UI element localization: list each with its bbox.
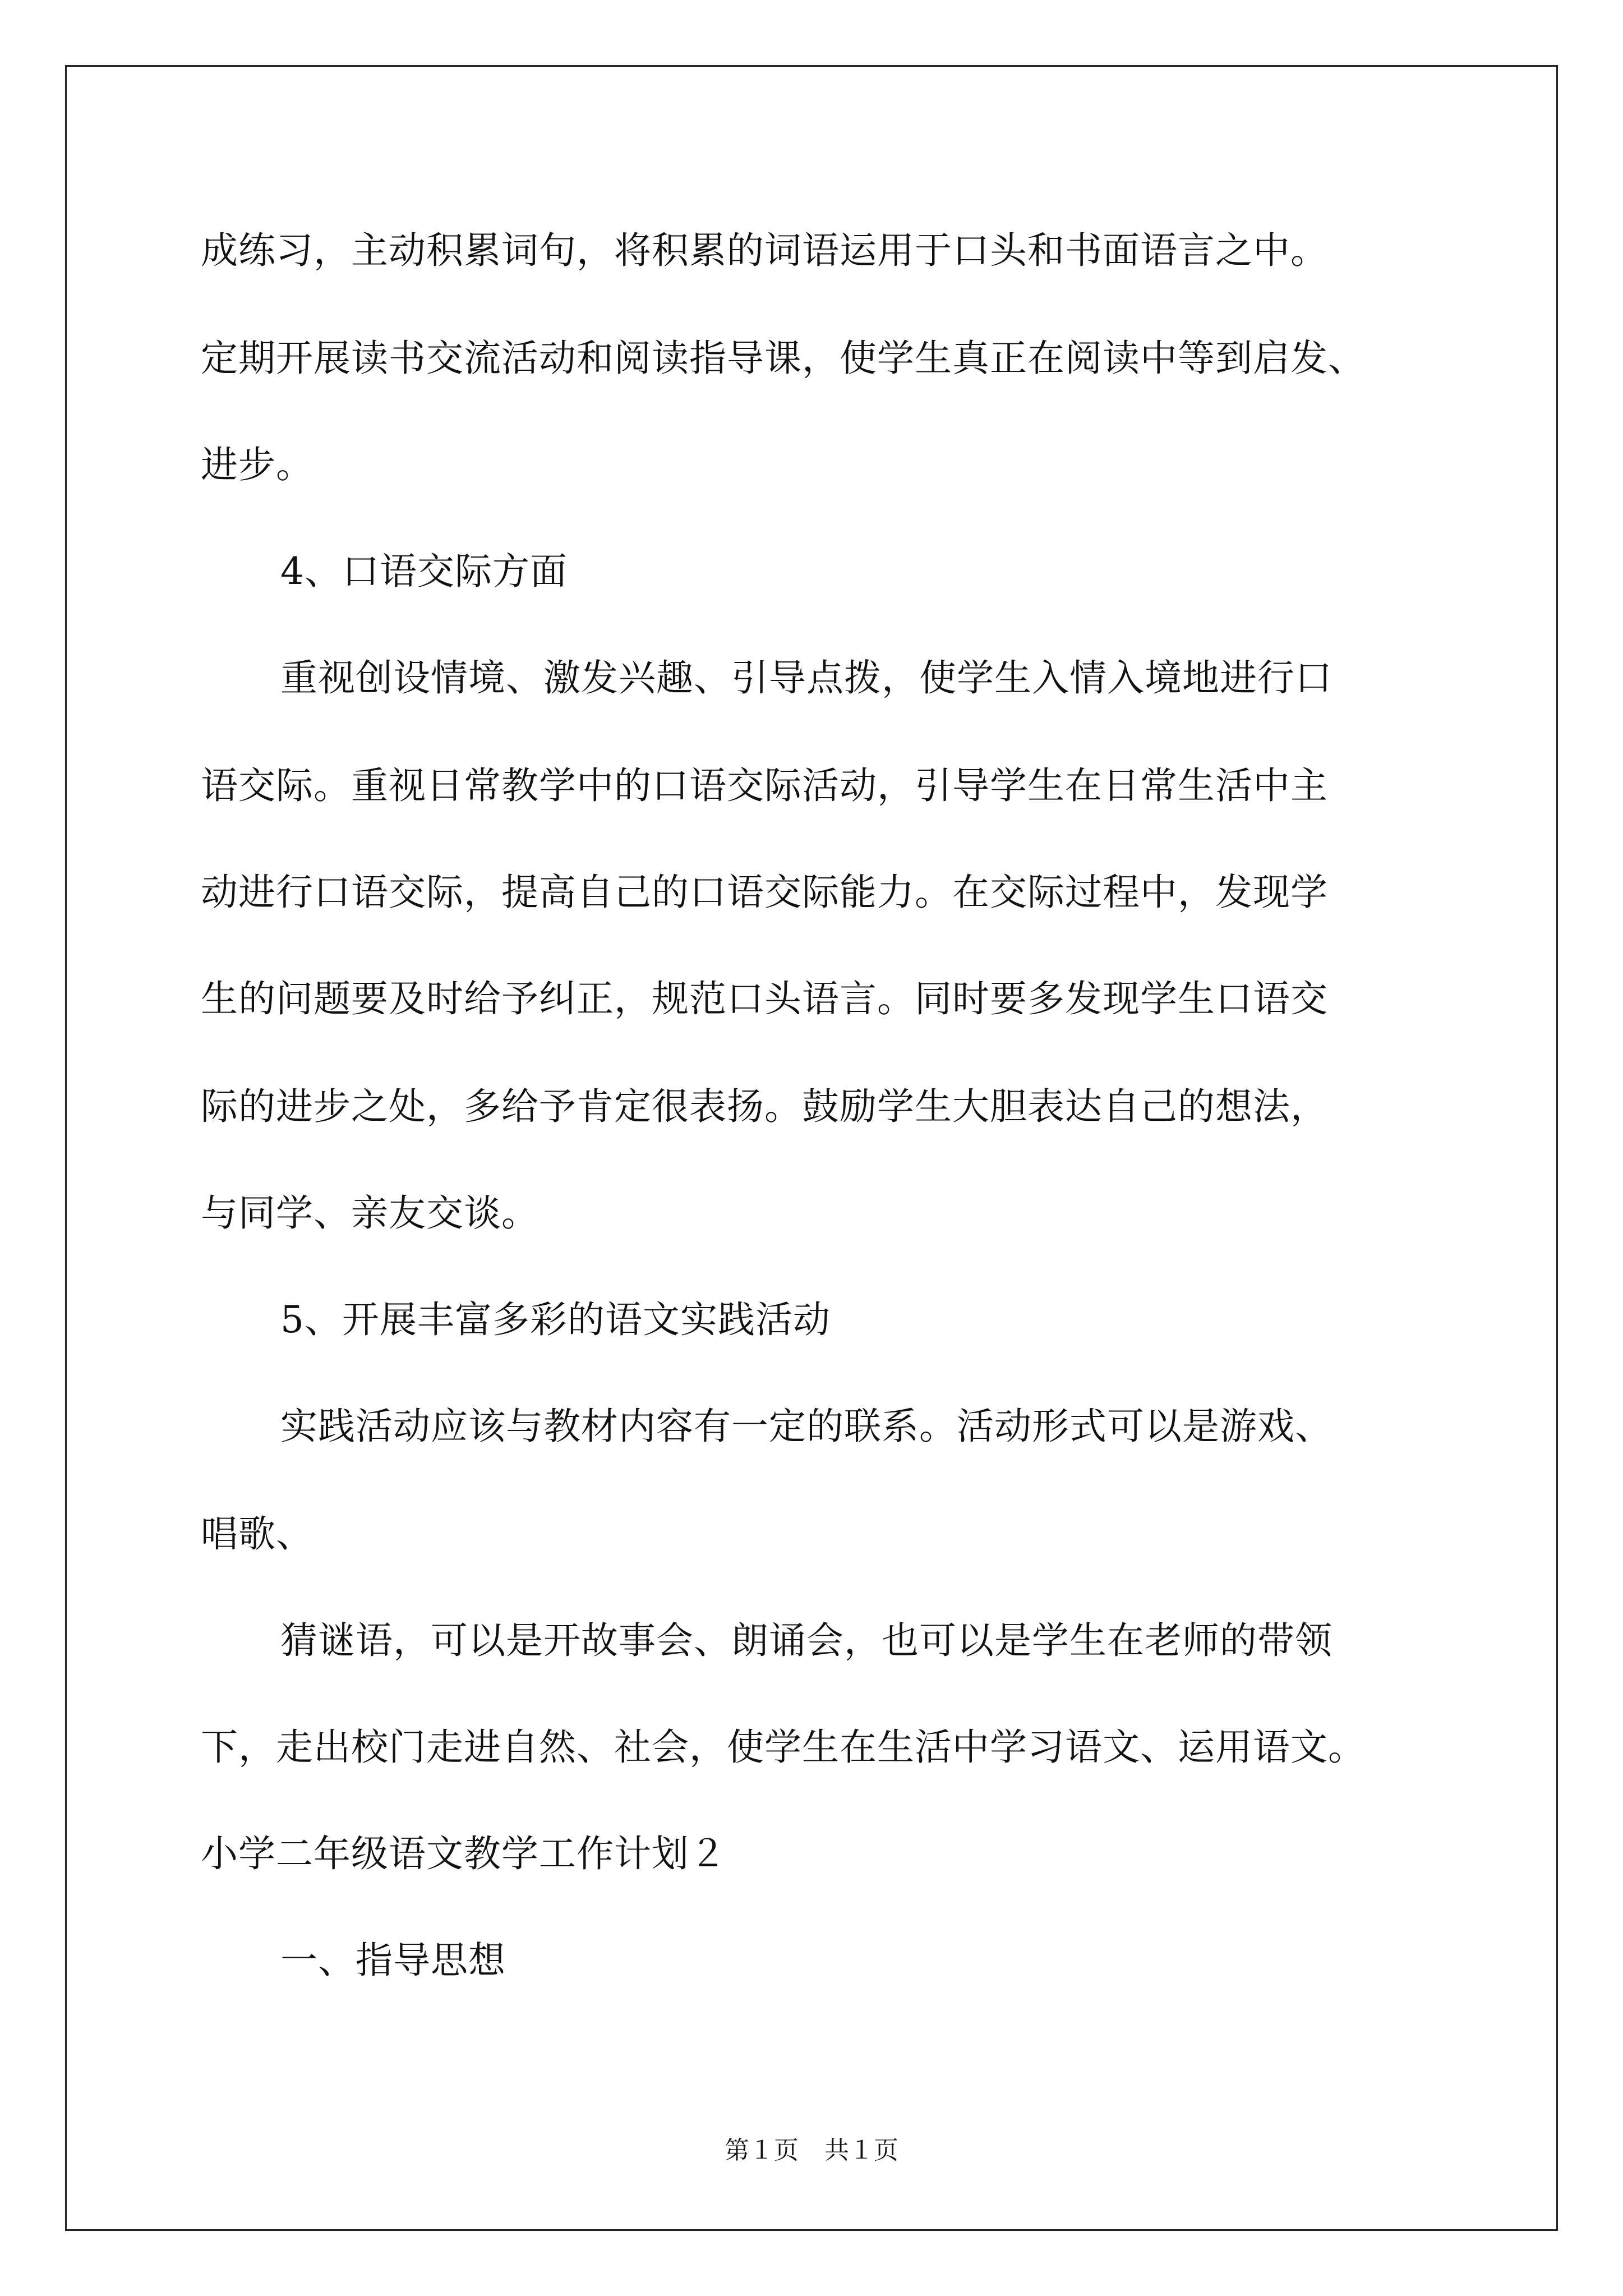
text-line: 进步。 [201,443,313,486]
text-line: 下，走出校门走进自然、社会，使学生在生活中学习语文、运用语文。 [201,1726,1366,1769]
text-line: 实践活动应该与教材内容有一定的联系。活动形式可以是游戏、 [280,1405,1332,1448]
document-title: 小学二年级语文教学工作计划２ [201,1832,727,1875]
text-line: 定期开展读书交流活动和阅读指导课，使学生真正在阅读中等到启发、 [201,337,1366,380]
text-line: 生的问题要及时给予纠正，规范口头语言。同时要多发现学生口语交 [201,977,1328,1020]
text-line: 重视创设情境、激发兴趣、引导点拨，使学生入情入境地进行口 [280,656,1332,700]
text-line: 与同学、亲友交谈。 [201,1191,539,1235]
text-line: 唱歌、 [201,1512,313,1556]
text-line: 语交际。重视日常教学中的口语交际活动，引导学生在日常生活中主 [201,764,1328,807]
text-line: 际的进步之处，多给予肯定很表扬。鼓励学生大胆表达自己的想法， [201,1085,1328,1128]
page-number: 第１页 [725,2136,799,2165]
text-line: 动进行口语交际，提高自己的口语交际能力。在交际过程中，发现学 [201,871,1328,914]
text-line: 成练习，主动积累词句，将积累的词语运用于口头和书面语言之中。 [201,229,1328,272]
section-heading: 4、口语交际方面 [280,550,568,593]
page-frame [65,65,1558,2231]
page-footer [0,2138,1623,2163]
section-heading: 一、指导思想 [280,1939,506,1982]
page-total: 共１页 [824,2136,898,2165]
text-line: 猜谜语，可以是开故事会、朗诵会，也可以是学生在老师的带领 [280,1619,1332,1662]
section-heading: 5、开展丰富多彩的语文实践活动 [280,1298,831,1341]
